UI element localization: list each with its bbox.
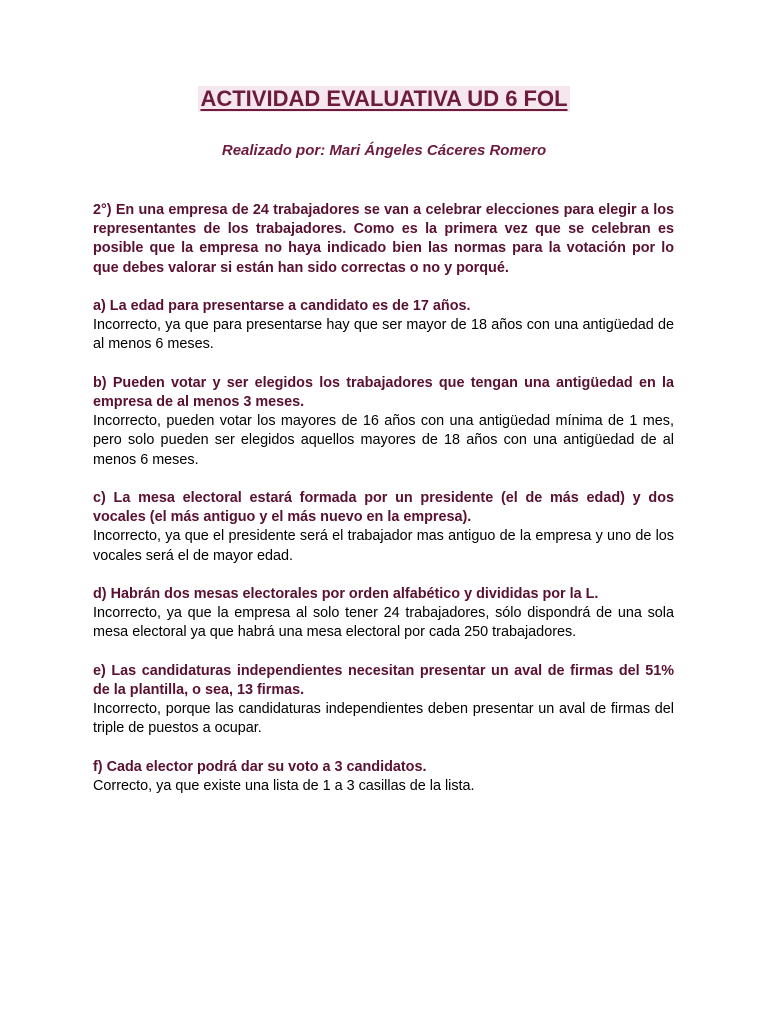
document-title: ACTIVIDAD EVALUATIVA UD 6 FOL — [200, 86, 568, 111]
item-d — [93, 585, 674, 643]
answer-e: Incorrecto, porque las candidaturas independientes deben presentar un aval de firmas del triple de puestos a ocupar. — [93, 701, 674, 737]
question-c: c) La mesa electoral estará formada por un presidente (el de más edad) y dos vocales (el más antiguo y el más nuevo en la empresa). — [93, 490, 674, 526]
author-line: Realizado por: Mari Ángeles Cáceres Romero — [221, 142, 547, 159]
question-b: b) Pueden votar y ser elegidos los trabajadores que tengan una antigüedad en la empresa de al menos 3 meses. — [93, 374, 674, 410]
item-b — [93, 374, 674, 470]
answer-a: Incorrecto, ya que para presentarse hay que ser mayor de 18 años con una antigüedad de al menos 6 meses. — [93, 317, 674, 353]
question-e: e) Las candidaturas independientes necesitan presentar un aval de firmas del 51% de la plantilla, o sea, 13 firmas. — [93, 662, 674, 698]
answer-c: Incorrecto, ya que el presidente será el trabajador mas antiguo de la empresa y uno de los vocales será el de mayor edad. — [93, 528, 674, 564]
item-f — [93, 758, 674, 796]
question-d: d) Habrán dos mesas electorales por orden alfabético y divididas por la L. — [93, 586, 599, 602]
answer-b: Incorrecto, pueden votar los mayores de 16 años con una antigüedad mínima de 1 mes, pero solo pueden ser elegidos aquellos mayores de 18 años con una antigüedad de al menos 6 meses. — [93, 413, 674, 468]
answer-d: Incorrecto, ya que la empresa al solo tener 24 trabajadores, sólo dispondrá de una sola mesa electoral ya que habrá una mesa electoral por cada 250 trabajadores. — [93, 605, 674, 641]
item-a — [93, 297, 674, 355]
answer-f: Correcto, ya que existe una lista de 1 a 3 casillas de la lista. — [93, 778, 475, 794]
question-a: a) La edad para presentarse a candidato es de 17 años. — [93, 298, 471, 314]
item-c — [93, 489, 674, 566]
question-f: f) Cada elector podrá dar su voto a 3 candidatos. — [93, 758, 427, 775]
document-title-container — [0, 86, 768, 112]
document-body — [93, 201, 674, 815]
exercise-intro: 2°) En una empresa de 24 trabajadores se van a celebrar elecciones para elegir a los representantes de los trabajadores. Como es la primera vez que se celebran es posible que la empresa no haya indicado bien las normas para la votación por lo que debes valorar si están han sido correctas o no y porqué. — [93, 202, 674, 276]
item-e — [93, 662, 674, 739]
